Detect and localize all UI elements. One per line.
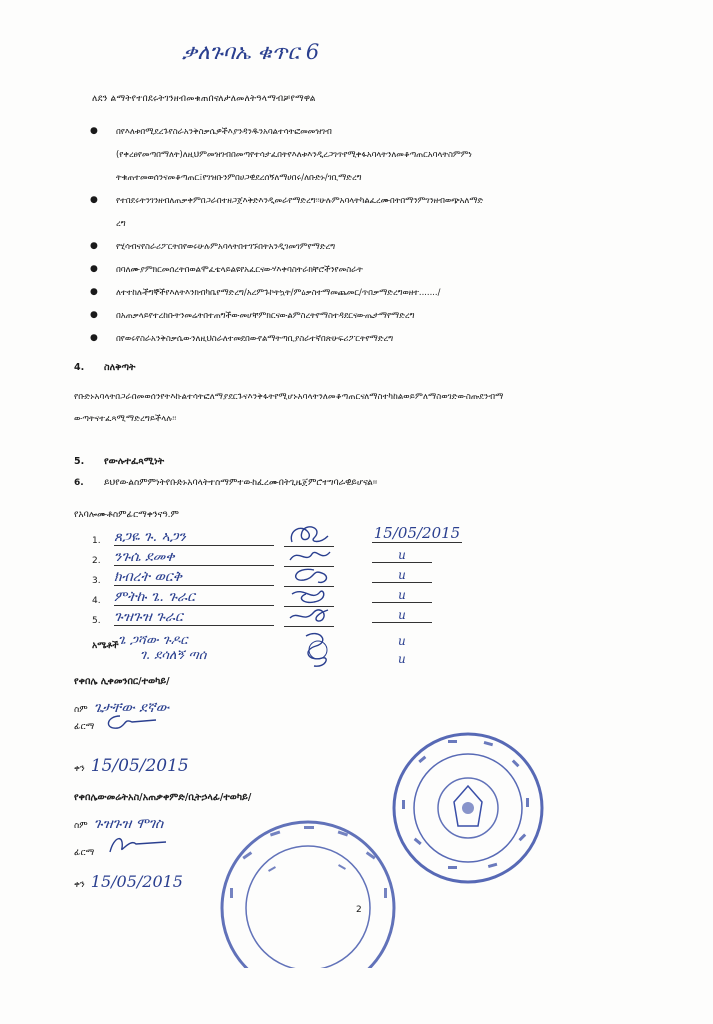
receiver1-title: የቀበሌ ሊቀመንበር/ተወካይ/ xyxy=(74,676,170,687)
list-item xyxy=(90,304,690,327)
section-4-text xyxy=(74,386,684,430)
field-value: ጌታቸው ደኛው xyxy=(93,700,170,716)
section-4-heading xyxy=(74,362,135,373)
extra-signatories-label: አሜቶች xyxy=(92,641,119,651)
field-label: ቀን xyxy=(74,764,85,774)
list-item xyxy=(90,189,690,235)
signature-date: u xyxy=(372,548,432,563)
row-number: 5. xyxy=(92,616,101,626)
field-label: ስም xyxy=(74,821,88,831)
list-item-line: ● በየወሩየስራአንቅስቃሴውንለዚህስራለተመደበውየልማትጣቢያስራተኛበጽሁፍሪፖርትየማድረግ xyxy=(116,333,394,343)
list-item-line: ትቁጠተመወሰንናመቆጣጠር፤የገዝቡንምበሀጋዊደረሰኝለማሀበሩ/ለቡድኑ/ገቢማድረግ xyxy=(116,172,362,182)
extra-signatory-name: ጌ ጋሻው ጉዶር xyxy=(118,633,188,648)
handwritten-header: ቃለጉባኤ ቁጥር 6 xyxy=(182,40,320,64)
signatory-name: ክብረት ወርቅ xyxy=(114,569,274,586)
signatory-name: ምትኩ ጌ. ጉራር xyxy=(114,589,274,606)
ditto-mark: u xyxy=(398,652,406,666)
extra-signatory-name: ገ. ደሳለኝ ጣሰ xyxy=(140,648,207,663)
field-label: ስም xyxy=(74,705,88,715)
signatory-name: ጉዝጉዝ ጉራር xyxy=(114,609,274,626)
signatories-header: የአባሎሙቶስምፊርማቀንናዓ.ም xyxy=(74,510,179,520)
section-title: ይህየውልስምምነትየቡድኑአባላትተስማምተውከፈረሙበትጊዜጀምሮተግባራዊይሆናል፡፡ xyxy=(104,478,378,488)
signature-mark xyxy=(284,604,334,627)
section-number: 6. xyxy=(74,478,84,488)
signatory-name: ጸጋዬ ጉ. ኣጋን xyxy=(114,529,274,546)
section-5-heading xyxy=(74,456,164,467)
section-number: 5. xyxy=(74,456,85,467)
list-item xyxy=(90,281,690,304)
list-item xyxy=(90,235,690,258)
stamp-number: 2 xyxy=(356,905,362,915)
round-stamp xyxy=(208,808,408,968)
field-label: ቀን xyxy=(74,880,85,890)
receiver2-name-field xyxy=(74,816,163,832)
field-value: ጉዝጉዝ ሞገስ xyxy=(93,816,164,832)
list-item-line: (የቀረፀየመጣበማለት)ለዚህምመዝገብበመጣየተሳታፈበትየእለቱእንዲረጋገጥየሚቀፋአባላትንለመቆጣጠርአባላትስምምነ xyxy=(116,149,472,159)
list-item-line: ● የሂሳብናየስራሪፖርትበየወሩሁሉምአባላትበተገኙበትአንዲገመገምየማድረግ xyxy=(116,241,336,251)
list-item-line: ● በየእለቱበሚደረጉየስራአንቅስቃሴዎችእያንዳንዱንአባልተሳትፎመመዝገብ xyxy=(116,126,332,136)
section-number: 4. xyxy=(74,362,85,373)
receiver2-date-field xyxy=(74,872,183,891)
ditto-mark: u xyxy=(398,634,406,648)
round-stamp xyxy=(388,728,548,888)
emblem-icon xyxy=(454,786,482,826)
list-item-line: ● በአጠቃላይየተረከቡትንመሬትበተጠግችውመሆቸምክርናውልምስረትየማስተዳደርናውጤታማየማድረግ xyxy=(116,310,415,320)
list-item-line: ● ለተተከሉችግኞችየእለትእንክብካቤየማድረግ/አረምጉኮትኳት/ምዕቃስተማመጨመር/ጥበቃማድረግወዘተ......./ xyxy=(116,287,441,297)
signature-date: u xyxy=(372,588,432,603)
signature-mark xyxy=(100,832,170,856)
list-item-line: ረግ xyxy=(116,218,126,228)
receiver2-sign-field xyxy=(74,848,94,858)
receiver2-title: የቀበሌውመሬትአስ/አጠቃቀምድ/ቢትኃላፊ/ተወካይ/ xyxy=(74,792,252,803)
receiver1-date-field xyxy=(74,756,189,776)
paragraph-line: የቡድኑአባላትበጋራበመወሰንየትእኩልተሳትፎለማያደርጉናእንቅፋትየሚሆኑአባላትንለመቆጣጠርናለማስተካከልወይምለማስወገድውስጡደንብማ xyxy=(74,392,504,402)
list-item-line: ● በባለሙያምክርመሰረትበወልሞፈቴላይልዩየአፈርናውሃእቀባስትራክቸሮችንየመስራት xyxy=(116,264,363,274)
signature-mark xyxy=(296,628,336,670)
section-title: የውሉተፈጻሚነት xyxy=(104,456,165,467)
list-item-line: ● የተበደሩትንገንዘብለጠቃቀምበጋራበተዘጋጀእቅድእንዲመራየማድረግ፡፡ሁሉምአባላትካልፈረሙበትበማንምገንዘብወጭአለማድ xyxy=(116,195,484,205)
receiver1-sign-field xyxy=(74,722,94,732)
signatory-name: ንጉሴ ደመቀ xyxy=(114,549,274,566)
obligations-list xyxy=(90,120,690,350)
row-number: 4. xyxy=(92,596,101,606)
field-value: 15/05/2015 xyxy=(90,756,189,776)
table-row xyxy=(92,610,512,630)
list-item xyxy=(90,120,690,189)
row-number: 3. xyxy=(92,576,101,586)
field-value: 15/05/2015 xyxy=(90,872,183,891)
field-label: ፊርማ xyxy=(74,848,95,858)
list-item xyxy=(90,258,690,281)
list-item xyxy=(90,327,690,350)
row-number: 2. xyxy=(92,556,101,566)
signature-mark xyxy=(100,710,160,732)
intro-text: ለደን ልማትየተበደሩትገንዘብመቁጠበናለታለመለትዓላማብቻየማዋል xyxy=(92,94,316,104)
section-title: ስለቅጣት xyxy=(104,362,136,373)
field-label: ፊርማ xyxy=(74,722,95,732)
row-number: 1. xyxy=(92,536,101,546)
signature-date: 15/05/2015 xyxy=(373,524,461,542)
signature-date: u xyxy=(372,608,432,623)
paragraph-line: ውጣትናተፈጻሚማድረግይችላሉ፡፡ xyxy=(74,414,177,424)
section-6-heading xyxy=(74,478,377,488)
signatories-table xyxy=(92,524,512,630)
signature-date: u xyxy=(372,568,432,583)
